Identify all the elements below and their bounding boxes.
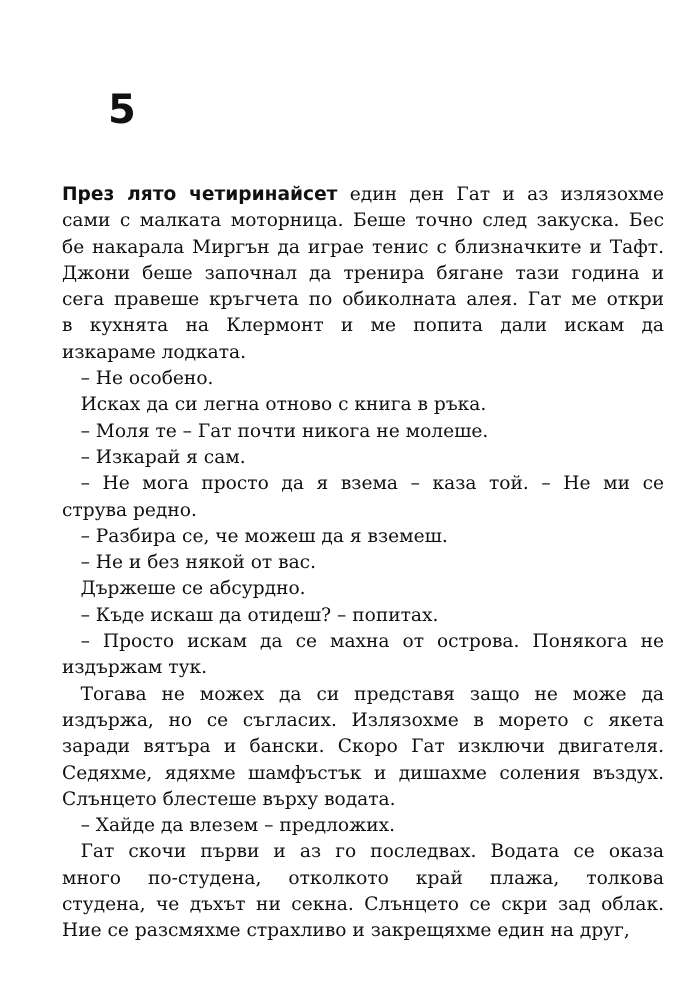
line-text: – Не мога просто да я взема – каза той. – Не ми се: [62, 473, 664, 495]
line-text: изкараме лодката.: [62, 341, 247, 363]
text-line: [62, 340, 664, 366]
paragraph: [62, 524, 664, 550]
line-text: сега правеше кръгчета по обиколната алея. Гат ме откри: [62, 289, 664, 311]
paragraph: [62, 366, 664, 392]
text-line: [62, 524, 664, 550]
line-text: – Разбира се, че можеш да я вземеш.: [62, 525, 448, 547]
line-text: много по-студена, отколкото край плажа, толкова: [62, 867, 664, 889]
line-text: студена, че дъхът ни секна. Слънцето се скри зад облак.: [62, 894, 664, 916]
line-text: заради вятъра и бански. Скоро Гат изключи двигателя.: [62, 736, 664, 758]
text-line: [62, 392, 664, 418]
line-text: Държеше се абсурдно.: [62, 578, 306, 600]
line-text: издържам тук.: [62, 657, 208, 679]
text-line: [62, 892, 664, 918]
paragraph: [62, 603, 664, 629]
text-line: [62, 866, 664, 892]
paragraph: [62, 629, 664, 682]
line-text: – Не и без някой от вас.: [62, 552, 316, 574]
text-line: [62, 655, 664, 681]
line-text: – Къде искаш да отидеш? – попитах.: [62, 604, 439, 626]
line-text: – Изкарай я сам.: [62, 446, 246, 468]
text-line: [62, 603, 664, 629]
line-text: Слънцето блестеше върху водата.: [62, 788, 396, 810]
text-line: [62, 313, 664, 339]
line-text: Тогава не можех да си представя защо не може да: [62, 683, 664, 705]
line-text: Исках да си легна отново с книга в ръка.: [62, 394, 487, 416]
line-text: сами с малката моторница. Беше точно след закуска. Бес: [62, 210, 664, 232]
line-text: един ден Гат и аз излязохме: [337, 184, 664, 205]
paragraph: [62, 471, 664, 524]
text-line: [62, 366, 664, 392]
text-line: [62, 918, 664, 944]
line-text: бе накарала Миргън да играе тенис с близначките и Тафт.: [62, 236, 664, 258]
paragraph: [62, 419, 664, 445]
text-line: [62, 182, 664, 208]
text-line: [62, 787, 664, 813]
paragraph: [62, 813, 664, 839]
text-line: [62, 682, 664, 708]
line-text: – Хайде да влезем – предложих.: [62, 815, 395, 837]
text-line: [62, 708, 664, 734]
paragraph: [62, 182, 664, 366]
line-text: в кухнята на Клермонт и ме попита дали искам да: [62, 315, 664, 337]
text-line: [62, 839, 664, 865]
line-text: Ние се разсмяхме страхливо и закрещяхме един на друг,: [62, 920, 630, 942]
text-line: [62, 498, 664, 524]
text-line: [62, 734, 664, 760]
paragraph: [62, 550, 664, 576]
text-line: [62, 550, 664, 576]
line-text: струва редно.: [62, 499, 197, 521]
line-text: издържа, но се съгласих. Излязохме в морето с якета: [62, 709, 664, 731]
paragraph: [62, 682, 664, 813]
text-line: [62, 761, 664, 787]
text-line: [62, 235, 664, 261]
line-text: Гат скочи първи и аз го последвах. Водата се оказа: [62, 841, 664, 863]
chapter-text: [62, 182, 664, 945]
text-line: [62, 445, 664, 471]
text-line: [62, 471, 664, 497]
text-line: [62, 813, 664, 839]
paragraph: [62, 392, 664, 418]
line-text: Джони беше започнал да тренира бягане тази година и: [62, 262, 664, 284]
text-line: [62, 208, 664, 234]
line-text: – Просто искам да се махна от острова. Понякога не: [62, 631, 664, 653]
text-line: [62, 419, 664, 445]
lead-phrase: През лято четиринайсет: [62, 184, 338, 205]
line-text: – Моля те – Гат почти никога не молеше.: [62, 420, 489, 442]
paragraph: [62, 839, 664, 944]
text-line: [62, 629, 664, 655]
text-line: [62, 287, 664, 313]
line-text: – Не особено.: [62, 368, 214, 390]
chapter-number: 5: [108, 87, 136, 133]
line-text: Седяхме, ядяхме шамфъстък и дишахме соления въздух.: [62, 762, 664, 784]
paragraph: [62, 576, 664, 602]
paragraph: [62, 445, 664, 471]
text-line: [62, 261, 664, 287]
text-line: [62, 576, 664, 602]
